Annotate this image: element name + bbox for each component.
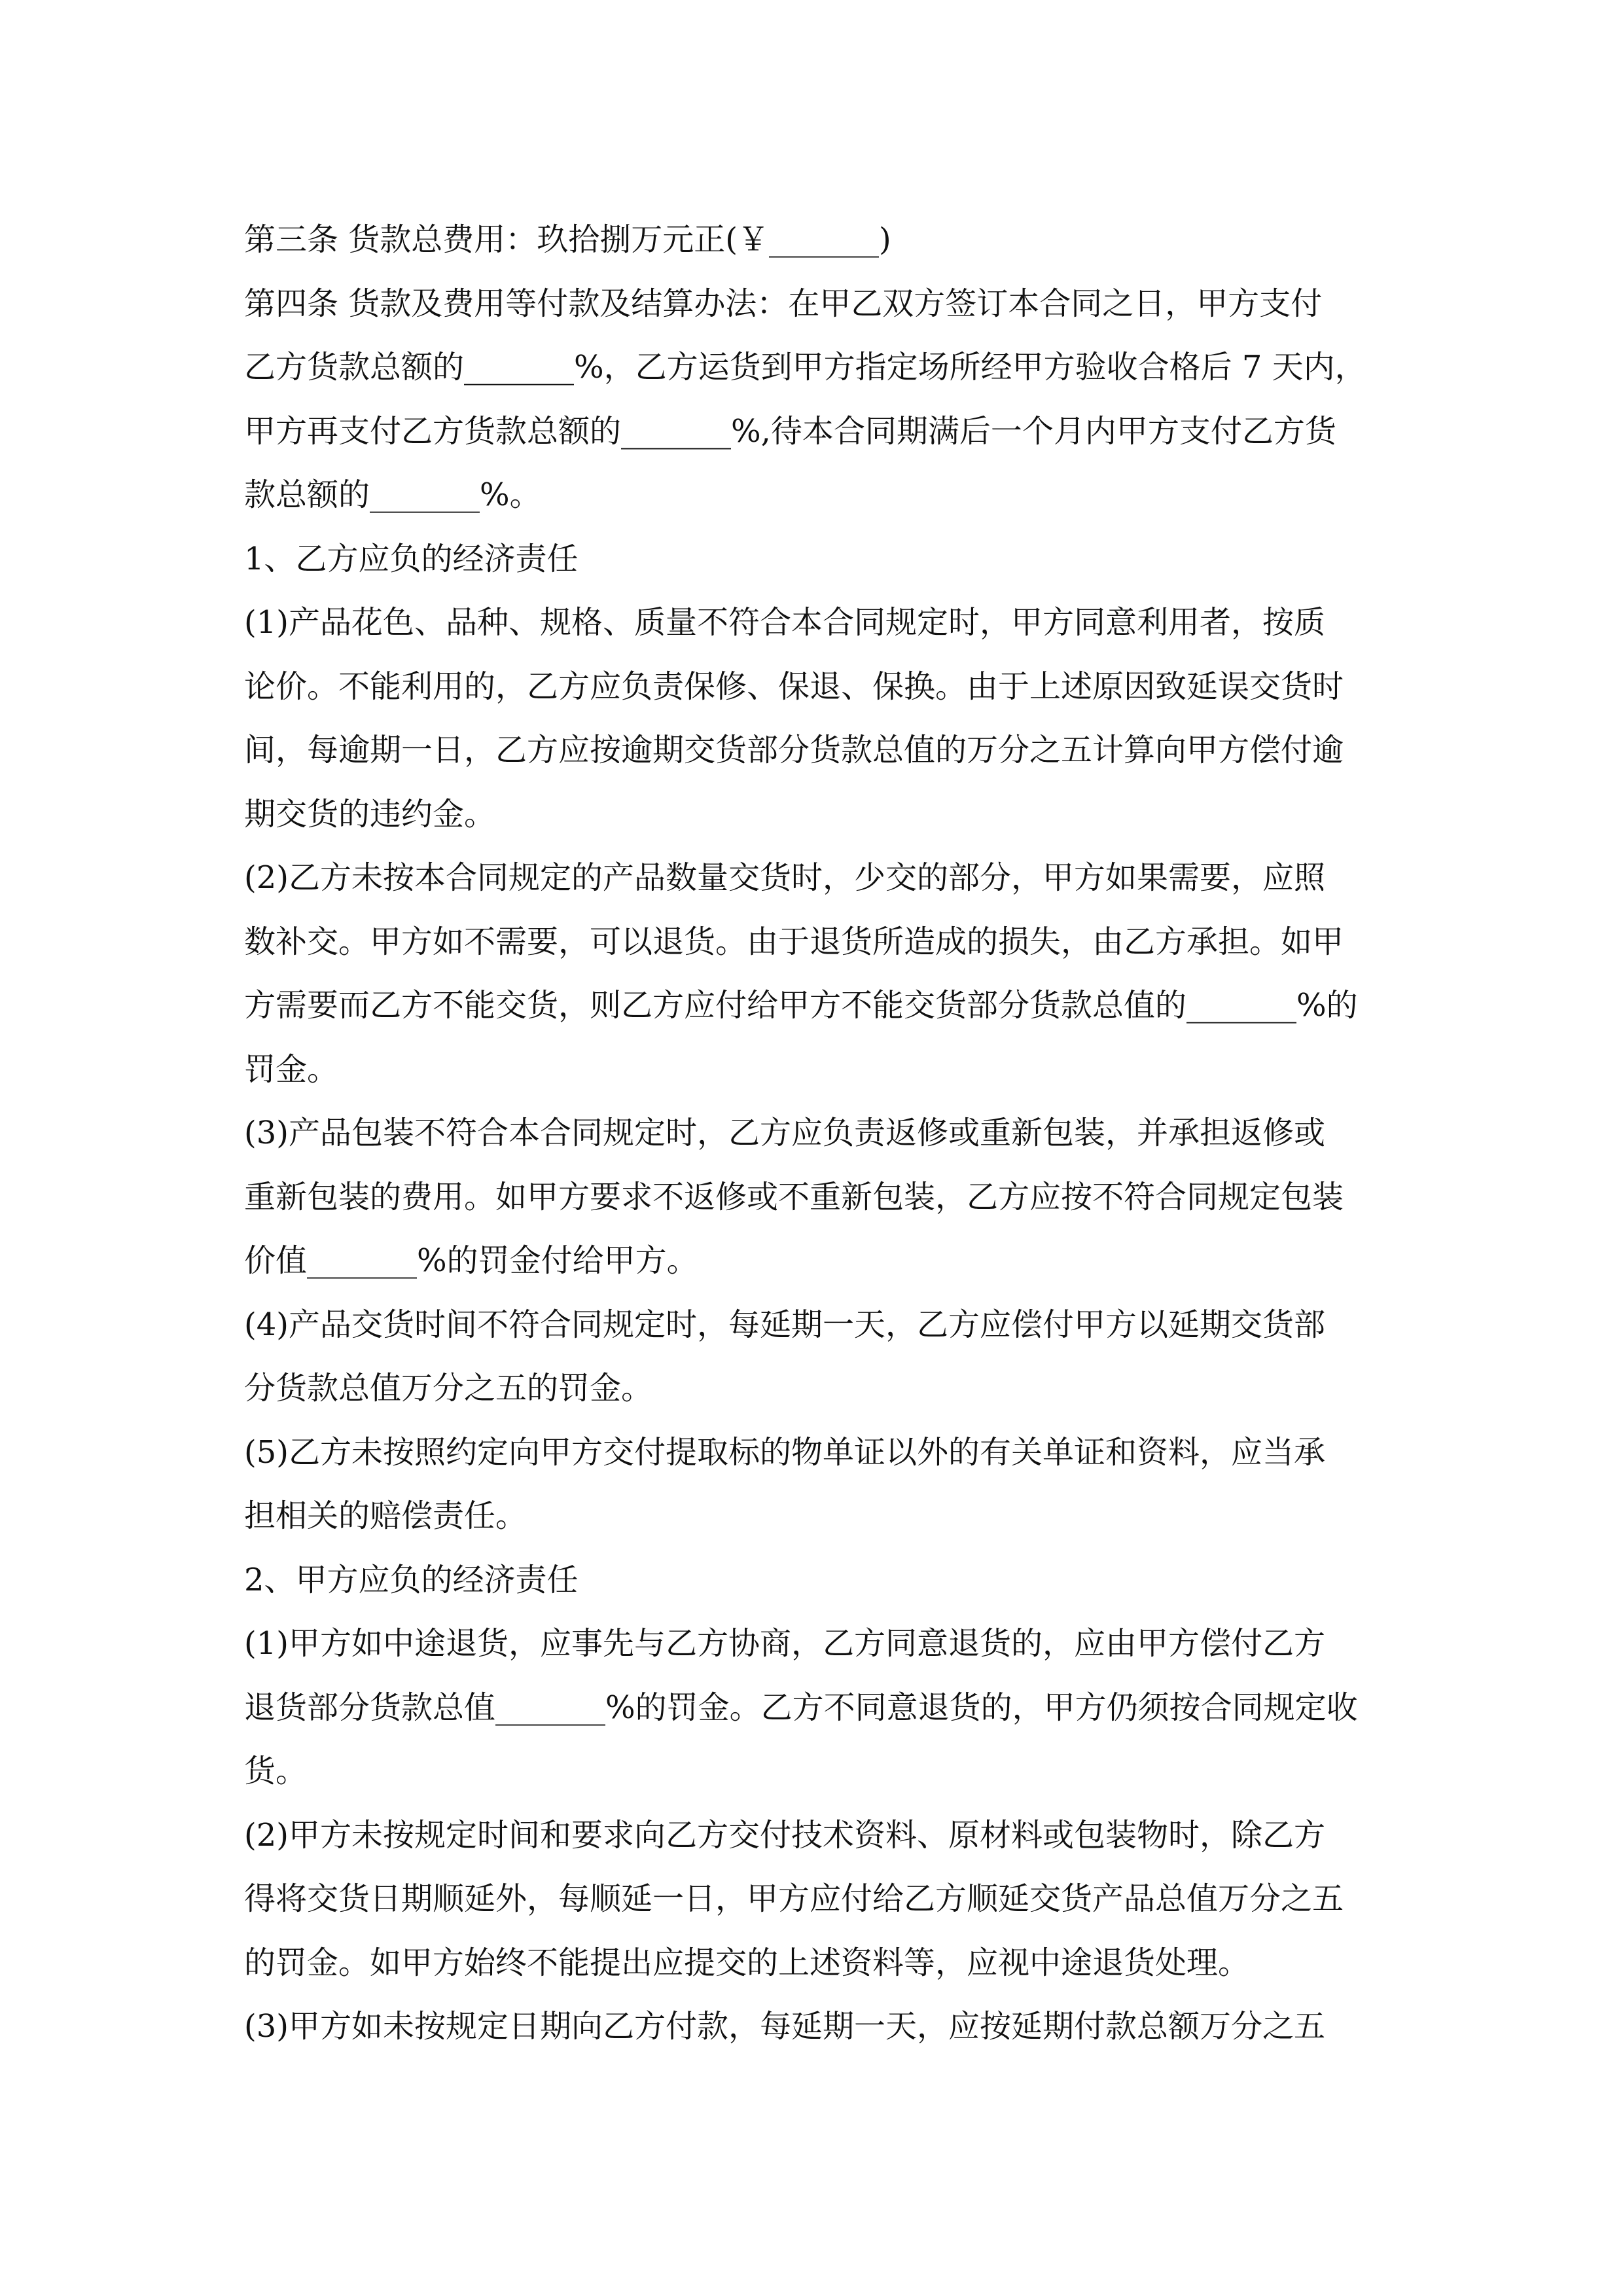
text-line: 重新包装的费用。如甲方要求不返修或不重新包装，乙方应按不符合同规定包装 [244, 1178, 1344, 1215]
text-line: 方需要而乙方不能交货，则乙方应付给甲方不能交货部分货款总值的_______%的 [244, 987, 1358, 1024]
text-line: 的罚金。如甲方始终不能提出应提交的上述资料等，应视中途退货处理。 [244, 1944, 1250, 1981]
text-line: (3)甲方如未按规定日期向乙方付款，每延期一天，应按延期付款总额万分之五 [244, 2008, 1325, 2045]
text-line: 甲方再支付乙方货款总额的_______%,待本合同期满后一个月内甲方支付乙方货 [244, 412, 1336, 450]
text-line: 货。 [244, 1753, 308, 1789]
text-line: 分货款总值万分之五的罚金。 [244, 1370, 653, 1407]
text-line: (3)产品包装不符合本合同规定时，乙方应负责返修或重新包装，并承担返修或 [244, 1115, 1325, 1151]
text-line: 数补交。甲方如不需要，可以退货。由于退货所造成的损失，由乙方承担。如甲 [244, 923, 1344, 960]
text-line: (2)甲方未按规定时间和要求向乙方交付技术资料、原材料或包装物时，除乙方 [244, 1816, 1325, 1854]
text-line: (1)甲方如中途退货，应事先与乙方协商，乙方同意退货的，应由甲方偿付乙方 [244, 1625, 1325, 1662]
text-line: 担相关的赔偿责任。 [244, 1498, 527, 1534]
document-page [244, 208, 1380, 2059]
text-line: (5)乙方未按照约定向甲方交付提取标的物单证以外的有关单证和资料，应当承 [244, 1433, 1325, 1471]
section-heading: 1、乙方应负的经济责任 [244, 540, 579, 577]
text-line: 价值_______%的罚金付给甲方。 [244, 1242, 698, 1279]
text-line: (2)乙方未按本合同规定的产品数量交货时，少交的部分，甲方如果需要，应照 [244, 859, 1325, 896]
text-line: 期交货的违约金。 [244, 795, 496, 833]
text-line: 罚金。 [244, 1050, 339, 1088]
text-line: 第四条 货款及费用等付款及结算办法：在甲乙双方签订本合同之日，甲方支付 [244, 285, 1323, 322]
text-line: 间，每逾期一日，乙方应按逾期交货部分货款总值的万分之五计算向甲方偿付逾 [244, 732, 1344, 768]
text-line: 得将交货日期顺延外，每顺延一日，甲方应付给乙方顺延交货产品总值万分之五 [244, 1880, 1344, 1917]
text-line: (4)产品交货时间不符合同规定时，每延期一天，乙方应偿付甲方以延期交货部 [244, 1306, 1325, 1343]
text-line: 退货部分货款总值_______%的罚金。乙方不同意退货的，甲方仍须按合同规定收 [244, 1689, 1358, 1726]
text-line: (1)产品花色、品种、规格、质量不符合本合同规定时，甲方同意利用者，按质 [244, 604, 1325, 641]
section-heading: 2、甲方应负的经济责任 [244, 1561, 579, 1598]
text-line: 论价。不能利用的，乙方应负责保修、保退、保换。由于上述原因致延误交货时 [244, 668, 1344, 705]
text-line: 款总额的_______%。 [244, 476, 541, 513]
text-line: 第三条 货款总费用：玖拾捌万元正(￥_______) [244, 221, 891, 258]
text-line: 乙方货款总额的_______%，乙方运货到甲方指定场所经甲方验收合格后 7 天内， [244, 349, 1366, 386]
